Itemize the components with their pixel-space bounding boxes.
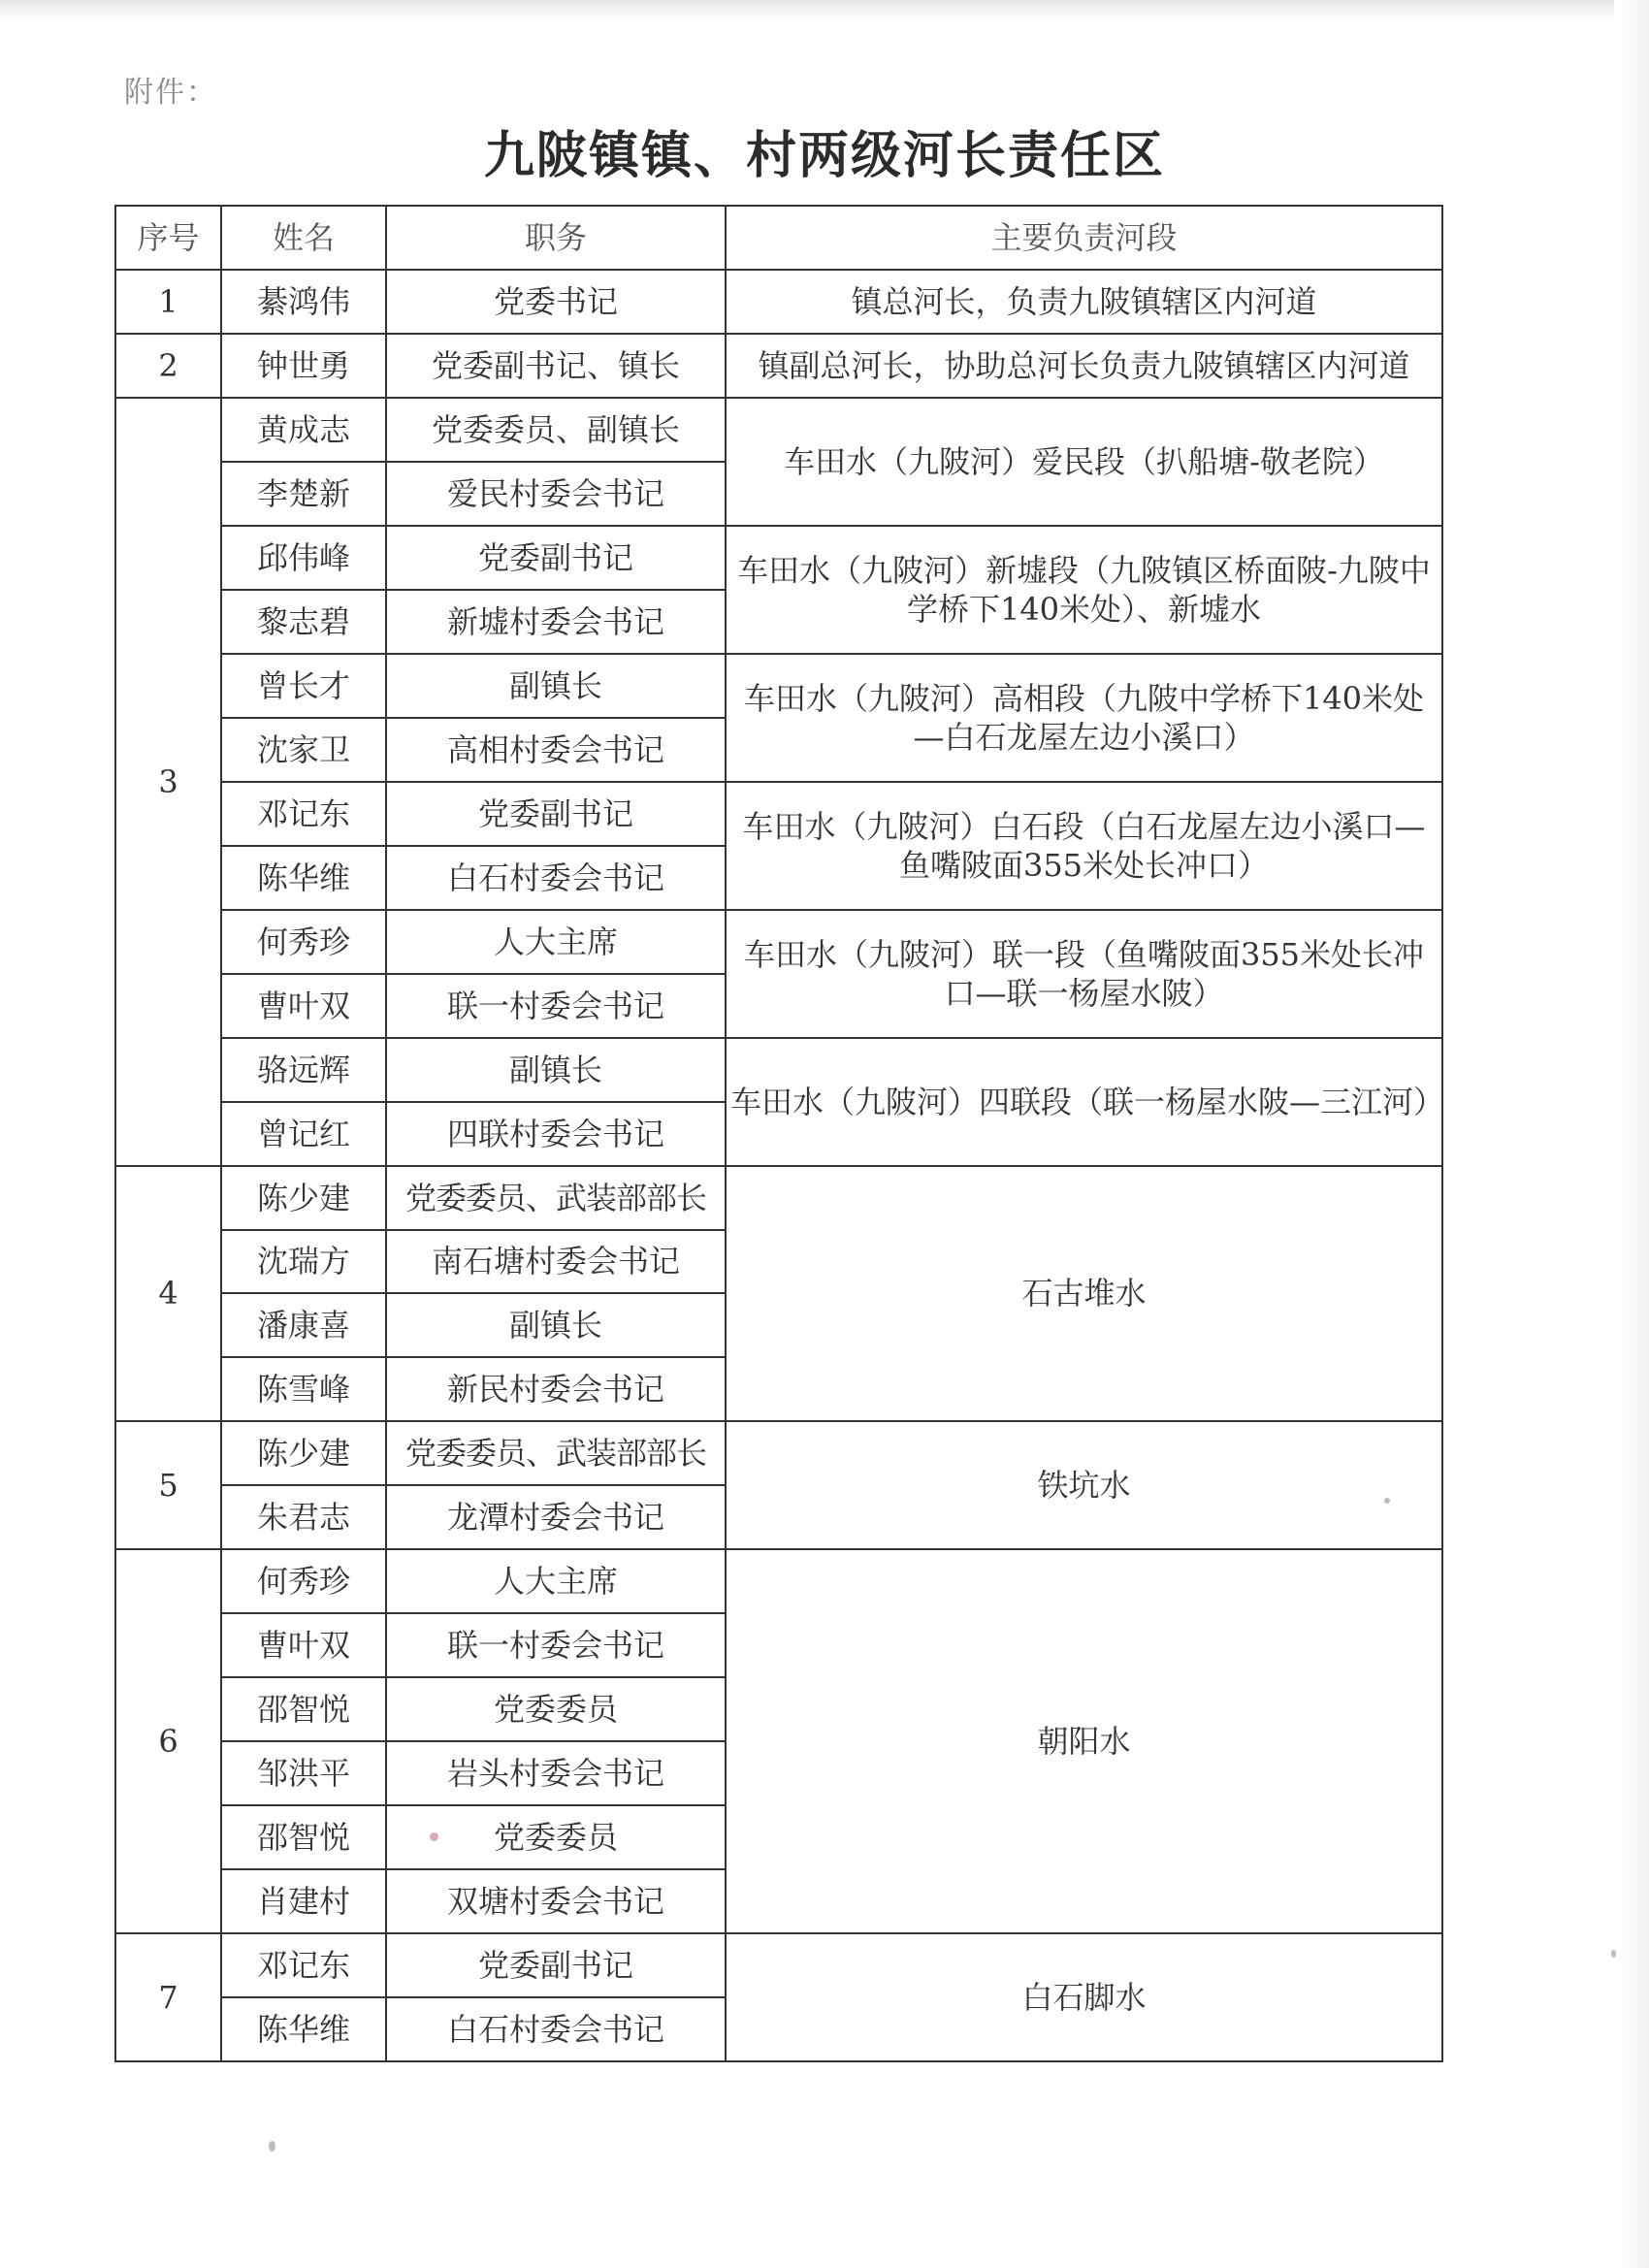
cell-position: 人大主席 [386,910,726,974]
cell-name: 曾记红 [221,1102,386,1166]
scan-speck [430,1832,438,1841]
cell-name: 陈少建 [221,1166,386,1230]
cell-river-section: 车田水（九陂河）新墟段（九陂镇区桥面陂-九陂中学桥下140米处）、新墟水 [726,526,1442,654]
cell-seq: 4 [115,1166,221,1422]
cell-position: 党委副书记 [386,526,726,590]
cell-position: 党委委员 [386,1805,726,1869]
cell-position: 党委副书记 [386,1933,726,1997]
cell-position: 爱民村委会书记 [386,462,726,526]
river-chief-table [114,205,1443,2062]
cell-position: 岩头村委会书记 [386,1741,726,1805]
cell-name: 邵智悦 [221,1677,386,1741]
cell-name: 沈瑞方 [221,1230,386,1294]
cell-river-section: 白石脚水 [726,1933,1442,2061]
cell-position: 白石村委会书记 [386,1997,726,2061]
table-row [115,270,1442,334]
cell-river-section: 镇总河长，负责九陂镇辖区内河道 [726,270,1442,334]
cell-position: 双塘村委会书记 [386,1869,726,1933]
cell-position: 白石村委会书记 [386,846,726,910]
cell-position: 党委委员、武装部部长 [386,1166,726,1230]
cell-position: 党委委员、武装部部长 [386,1421,726,1485]
column-header-seq: 序号 [115,206,221,270]
cell-river-section: 朝阳水 [726,1549,1442,1933]
table-header-row [115,206,1442,270]
table-row [115,1933,1442,1997]
cell-position: 人大主席 [386,1549,726,1613]
table-row [115,1549,1442,1613]
cell-river-section: 镇副总河长，协助总河长负责九陂镇辖区内河道 [726,334,1442,398]
cell-name: 钟世勇 [221,334,386,398]
cell-name: 骆远辉 [221,1038,386,1102]
cell-name: 肖建村 [221,1869,386,1933]
cell-position: 副镇长 [386,1038,726,1102]
cell-seq: 3 [115,398,221,1166]
column-header-river: 主要负责河段 [726,206,1442,270]
cell-position: 高相村委会书记 [386,718,726,782]
cell-river-section: 车田水（九陂河）联一段（鱼嘴陂面355米处长冲口—联一杨屋水陂） [726,910,1442,1038]
cell-position: 党委副书记、镇长 [386,334,726,398]
table-row [115,1166,1442,1230]
scan-speck [1384,1498,1390,1504]
cell-river-section: 车田水（九陂河）白石段（白石龙屋左边小溪口—鱼嘴陂面355米处长冲口） [726,782,1442,910]
table-row [115,334,1442,398]
table-row [115,1421,1442,1485]
cell-name: 沈家卫 [221,718,386,782]
table-row [115,1038,1442,1102]
attachment-label: 附件： [124,76,217,110]
scan-speck [269,2141,275,2152]
cell-name: 陈华维 [221,846,386,910]
table-row [115,782,1442,846]
document-title: 九陂镇镇、村两级河长责任区 [483,127,1165,185]
cell-name: 潘康喜 [221,1293,386,1357]
cell-seq: 5 [115,1421,221,1549]
cell-position: 党委委员 [386,1677,726,1741]
cell-name: 李楚新 [221,462,386,526]
cell-position: 新民村委会书记 [386,1357,726,1421]
cell-name: 陈华维 [221,1997,386,2061]
cell-river-section: 石古堆水 [726,1166,1442,1422]
cell-position: 联一村委会书记 [386,1613,726,1677]
cell-name: 黎志碧 [221,590,386,654]
cell-name: 邓记东 [221,1933,386,1997]
cell-river-section: 铁坑水 [726,1421,1442,1549]
cell-name: 曾长才 [221,654,386,718]
cell-name: 陈雪峰 [221,1357,386,1421]
cell-name: 綦鸿伟 [221,270,386,334]
cell-name: 陈少建 [221,1421,386,1485]
scan-speck [1611,1950,1616,1958]
cell-name: 朱君志 [221,1485,386,1549]
cell-seq: 6 [115,1549,221,1933]
cell-seq: 7 [115,1933,221,2061]
column-header-name: 姓名 [221,206,386,270]
cell-name: 邵智悦 [221,1805,386,1869]
cell-river-section: 车田水（九陂河）爱民段（扒船塘-敬老院） [726,398,1442,526]
cell-name: 邹洪平 [221,1741,386,1805]
cell-river-section: 车田水（九陂河）高相段（九陂中学桥下140米处—白石龙屋左边小溪口） [726,654,1442,782]
cell-position: 党委副书记 [386,782,726,846]
table-row [115,526,1442,590]
cell-name: 邱伟峰 [221,526,386,590]
cell-seq: 2 [115,334,221,398]
cell-name: 何秀珍 [221,1549,386,1613]
cell-river-section: 车田水（九陂河）四联段（联一杨屋水陂—三江河） [726,1038,1442,1166]
scan-shadow-top [0,0,1649,21]
cell-position: 龙潭村委会书记 [386,1485,726,1549]
cell-position: 副镇长 [386,654,726,718]
cell-position: 党委书记 [386,270,726,334]
cell-name: 何秀珍 [221,910,386,974]
table-row [115,910,1442,974]
table-body [115,270,1445,2061]
column-header-position: 职务 [386,206,726,270]
cell-position: 新墟村委会书记 [386,590,726,654]
cell-name: 曹叶双 [221,1613,386,1677]
cell-name: 黄成志 [221,398,386,462]
cell-position: 南石塘村委会书记 [386,1230,726,1294]
table-row [115,654,1442,718]
scan-shadow-right [1614,0,1649,2268]
cell-name: 邓记东 [221,782,386,846]
cell-position: 联一村委会书记 [386,974,726,1038]
table-row [115,398,1442,462]
cell-position: 党委委员、副镇长 [386,398,726,462]
cell-seq: 1 [115,270,221,334]
cell-name: 曹叶双 [221,974,386,1038]
cell-position: 副镇长 [386,1293,726,1357]
cell-position: 四联村委会书记 [386,1102,726,1166]
